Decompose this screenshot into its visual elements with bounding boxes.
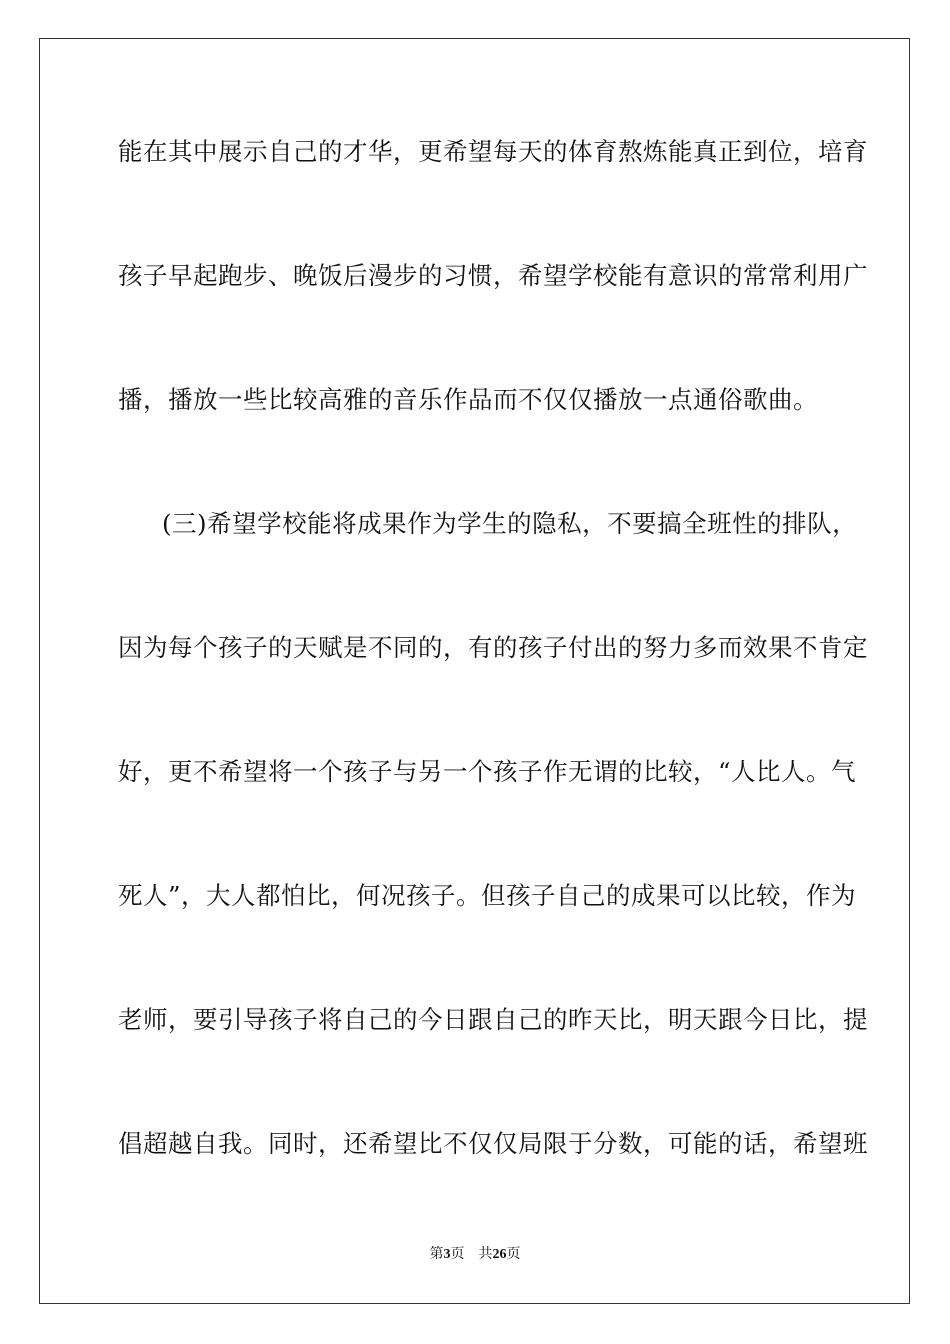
text-line: (三)希望学校能将成果作为学生的隐私，不要搞全班性的排队，: [162, 509, 858, 538]
text-line: 好，更不希望将一个孩子与另一个孩子作无谓的比较，“人比人。气: [118, 757, 857, 786]
text-line: 能在其中展示自己的才华，更希望每天的体育熬炼能真正到位，培育: [118, 137, 868, 166]
text-line: 死人”，大人都怕比，何况孩子。但孩子自己的成果可以比较，作为: [118, 881, 857, 910]
total-pages: 26: [492, 1247, 507, 1262]
page-prefix: 第: [429, 1247, 444, 1262]
page-border: [39, 38, 910, 1304]
page-footer: [0, 1246, 950, 1264]
total-prefix: 共: [478, 1247, 493, 1262]
text-line: 老师，要引导孩子将自己的今日跟自己的昨天比，明天跟今日比，提: [118, 1005, 868, 1034]
page-suffix: 页: [450, 1247, 465, 1262]
page-number: 3: [443, 1247, 451, 1262]
text-line: 孩子早起跑步、晚饭后漫步的习惯，希望学校能有意识的常常利用广: [118, 261, 868, 290]
total-suffix: 页: [506, 1247, 521, 1262]
text-line: 播，播放一些比较高雅的音乐作品而不仅仅播放一点通俗歌曲。: [118, 385, 818, 414]
text-line: 倡超越自我。同时，还希望比不仅仅局限于分数，可能的话，希望班: [118, 1129, 868, 1158]
text-line: 因为每个孩子的天赋是不同的，有的孩子付出的努力多而效果不肯定: [118, 633, 868, 662]
